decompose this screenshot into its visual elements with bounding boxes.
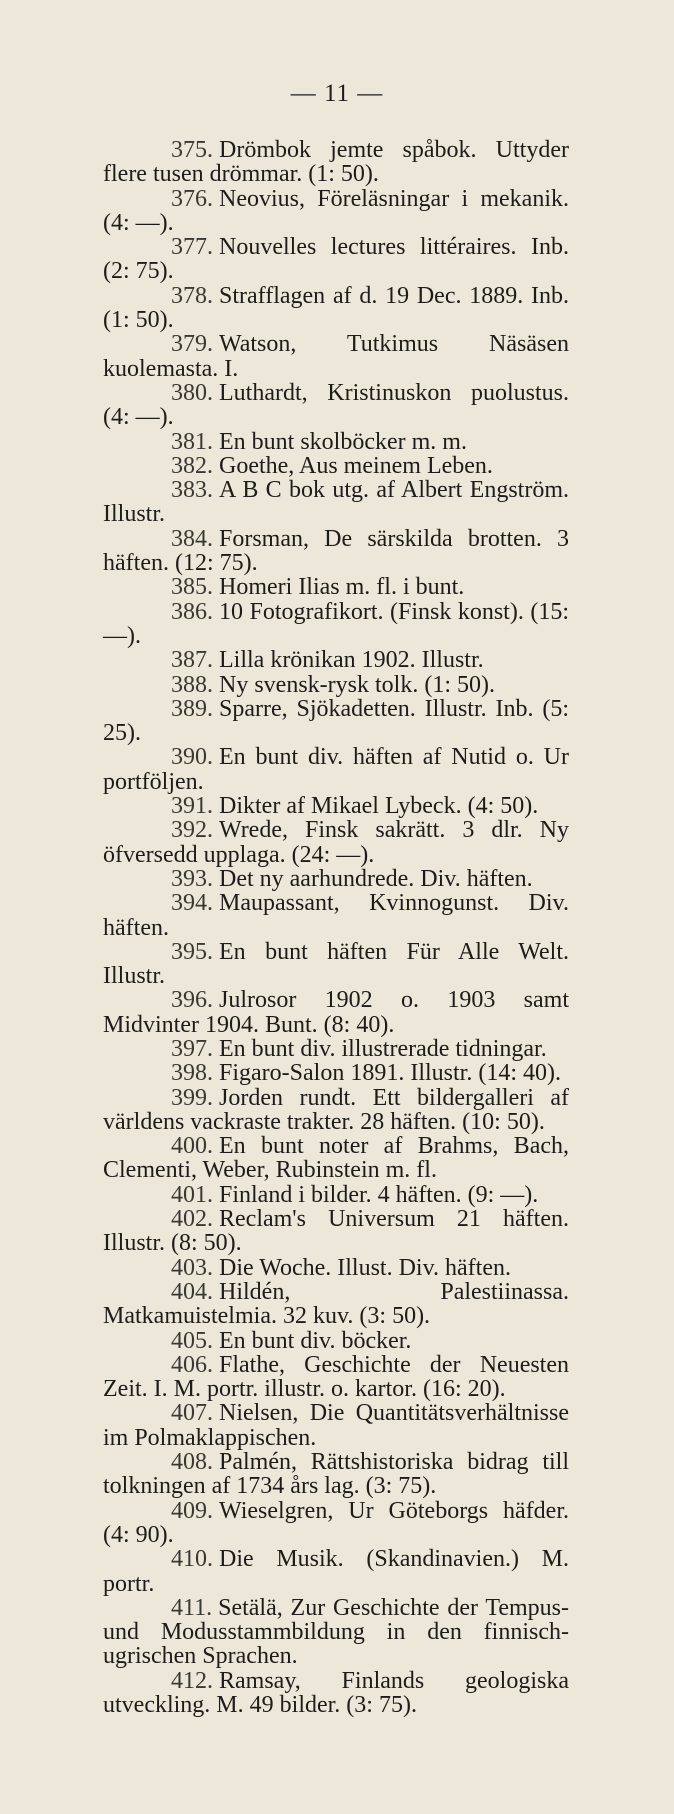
entry-number: 399. bbox=[171, 1084, 213, 1111]
entry-text: Jorden rundt. Ett bildergalleri af världens vackraste trakter. 28 häften. (10: 50). bbox=[103, 1084, 569, 1135]
catalog-entry bbox=[103, 1329, 569, 1353]
entry-number: 388. bbox=[171, 671, 213, 698]
entry-number: 389. bbox=[171, 695, 213, 722]
entry-number: 382. bbox=[171, 452, 213, 479]
catalog-entry bbox=[103, 454, 569, 478]
catalog-entry bbox=[103, 891, 569, 940]
catalog-entry bbox=[103, 794, 569, 818]
entry-text: Goethe, Aus meinem Leben. bbox=[219, 452, 493, 479]
entry-number: 403. bbox=[171, 1254, 213, 1281]
entry-text: Watson, Tutkimus Näsäsen kuolemasta. I. bbox=[103, 331, 569, 382]
entry-number: 411. bbox=[171, 1594, 213, 1621]
entry-number: 393. bbox=[171, 865, 213, 892]
catalog-entry bbox=[103, 1596, 569, 1669]
entry-number: 390. bbox=[171, 744, 213, 771]
entry-text: Ramsay, Finlands geologiska utveckling. M. 49 bilder. (3: 75). bbox=[103, 1667, 569, 1718]
catalog-entry bbox=[103, 527, 569, 576]
entry-number: 395. bbox=[171, 938, 213, 965]
entry-number: 384. bbox=[171, 525, 213, 552]
catalog-entry bbox=[103, 940, 569, 989]
entry-text: Forsman, De särskilda brotten. 3 häften. (12: 75). bbox=[103, 525, 569, 577]
catalog-entry bbox=[103, 1037, 569, 1061]
catalog-entry bbox=[103, 1207, 569, 1256]
entry-text: Flathe, Geschichte der Neuesten Zeit. I. M. portr. illustr. o. kartor. (16: 20). bbox=[103, 1351, 569, 1403]
entry-number: 405. bbox=[171, 1327, 213, 1354]
entry-text: En bunt div. illustrerade tidningar. bbox=[219, 1035, 547, 1062]
entry-number: 408. bbox=[171, 1449, 213, 1476]
entry-text: Die Woche. Illust. Div. häften. bbox=[219, 1254, 511, 1281]
entry-text: En bunt häften Für Alle Welt. Illustr. bbox=[103, 938, 569, 990]
entry-text: En bunt noter af Brahms, Bach, Clementi, Weber, Rubinstein m. fl. bbox=[103, 1133, 569, 1184]
entry-list bbox=[103, 138, 569, 1717]
catalog-entry bbox=[103, 1547, 569, 1596]
entry-text: Hildén, Palestiinassa. Matkamuistelmia. 32 kuv. (3: 50). bbox=[103, 1278, 569, 1330]
entry-text: Setälä, Zur Geschichte der Tempus- und Modusstammbildung in den finnisch-ugrischen Sprachen. bbox=[103, 1594, 569, 1670]
catalog-entry bbox=[103, 1353, 569, 1402]
catalog-entry bbox=[103, 1134, 569, 1183]
catalog-entry bbox=[103, 430, 569, 454]
catalog-entry bbox=[103, 235, 569, 284]
catalog-entry bbox=[103, 1401, 569, 1450]
entry-text: Luthardt, Kristinuskon puolustus. (4: —). bbox=[103, 379, 569, 431]
catalog-entry bbox=[103, 575, 569, 599]
entry-text: Palmén, Rättshistoriska bidrag till tolkningen af 1734 års lag. (3: 75). bbox=[103, 1449, 569, 1500]
catalog-entry bbox=[103, 187, 569, 236]
entry-number: 378. bbox=[171, 282, 213, 309]
entry-number: 409. bbox=[171, 1497, 213, 1524]
catalog-entry bbox=[103, 1086, 569, 1135]
catalog-entry bbox=[103, 381, 569, 430]
entry-number: 412. bbox=[171, 1667, 213, 1694]
entry-number: 407. bbox=[171, 1400, 213, 1427]
catalog-entry bbox=[103, 1280, 569, 1329]
entry-number: 401. bbox=[171, 1181, 213, 1208]
entry-text: Nouvelles lectures littéraires. Inb. (2: 75). bbox=[103, 234, 569, 285]
entry-number: 387. bbox=[171, 647, 213, 674]
entry-text: Figaro-Salon 1891. Illustr. (14: 40). bbox=[219, 1060, 561, 1087]
catalog-entry bbox=[103, 332, 569, 381]
entry-text: Reclam's Universum 21 häften. Illustr. (8: 50). bbox=[103, 1206, 569, 1257]
catalog-entry bbox=[103, 1256, 569, 1280]
catalog-entry bbox=[103, 284, 569, 333]
catalog-entry bbox=[103, 988, 569, 1037]
catalog-entry bbox=[103, 818, 569, 867]
catalog-entry bbox=[103, 1669, 569, 1718]
entry-text: 10 Fotografikort. (Finsk konst). (15: —). bbox=[103, 598, 569, 649]
entry-text: A B C bok utg. af Albert Engström. Illustr. bbox=[103, 477, 569, 528]
catalog-entry bbox=[103, 673, 569, 697]
entry-text: Homeri Ilias m. fl. i bunt. bbox=[219, 574, 465, 601]
entry-text: Drömbok jemte spåbok. Uttyder flere tusen drömmar. (1: 50). bbox=[103, 137, 569, 188]
catalog-entry bbox=[103, 478, 569, 527]
entry-number: 380. bbox=[171, 379, 213, 406]
entry-number: 376. bbox=[171, 185, 213, 212]
entry-text: En bunt skolböcker m. m. bbox=[219, 428, 467, 455]
entry-number: 383. bbox=[171, 477, 213, 504]
entry-number: 397. bbox=[171, 1035, 213, 1062]
entry-text: Ny svensk-rysk tolk. (1: 50). bbox=[219, 671, 495, 698]
entry-text: Sparre, Sjökadetten. Illustr. Inb. (5: 25). bbox=[103, 695, 569, 747]
entry-text: Wieselgren, Ur Göteborgs häfder. (4: 90). bbox=[103, 1497, 569, 1548]
entry-text: Wrede, Finsk sakrätt. 3 dlr. Ny öfversedd upplaga. (24: —). bbox=[103, 817, 569, 868]
page-number: — 11 — bbox=[290, 80, 384, 107]
entry-text: Lilla krönikan 1902. Illustr. bbox=[219, 647, 484, 674]
catalog-entry bbox=[103, 1499, 569, 1548]
entry-number: 379. bbox=[171, 331, 213, 358]
entry-number: 385. bbox=[171, 574, 213, 601]
entry-text: En bunt div. häften af Nutid o. Ur portföljen. bbox=[103, 744, 569, 795]
entry-text: Neovius, Föreläsningar i mekanik. (4: —). bbox=[103, 185, 569, 236]
catalog-entry bbox=[103, 600, 569, 649]
entry-text: Finland i bilder. 4 häften. (9: —). bbox=[219, 1181, 539, 1208]
entry-text: En bunt div. böcker. bbox=[219, 1327, 412, 1354]
entry-number: 406. bbox=[171, 1351, 213, 1378]
catalog-entry bbox=[103, 745, 569, 794]
entry-text: Det ny aarhundrede. Div. häften. bbox=[219, 865, 533, 892]
catalog-entry bbox=[103, 867, 569, 891]
catalog-entry bbox=[103, 1183, 569, 1207]
entry-number: 381. bbox=[171, 428, 213, 455]
entry-text: Maupassant, Kvinnogunst. Div. häften. bbox=[103, 890, 569, 941]
entry-number: 394. bbox=[171, 890, 213, 917]
entry-text: Julrosor 1902 o. 1903 samt Midvinter 1904. Bunt. (8: 40). bbox=[103, 987, 569, 1038]
entry-text: Nielsen, Die Quantitätsverhältnisse im Polmaklappischen. bbox=[103, 1400, 569, 1451]
entry-number: 375. bbox=[171, 137, 213, 163]
entry-number: 410. bbox=[171, 1546, 213, 1573]
catalog-entry bbox=[103, 1061, 569, 1085]
entry-number: 377. bbox=[171, 234, 213, 261]
catalog-entry bbox=[103, 648, 569, 672]
entry-number: 404. bbox=[171, 1278, 213, 1305]
entry-number: 396. bbox=[171, 987, 213, 1014]
entry-text: Dikter af Mikael Lybeck. (4: 50). bbox=[219, 793, 539, 820]
entry-number: 391. bbox=[171, 793, 213, 820]
catalog-entry bbox=[103, 1450, 569, 1499]
entry-number: 392. bbox=[171, 817, 213, 844]
entry-number: 386. bbox=[171, 598, 213, 625]
entry-text: Die Musik. (Skandinavien.) M. portr. bbox=[103, 1546, 569, 1597]
entry-number: 402. bbox=[171, 1206, 213, 1233]
entry-text: Strafflagen af d. 19 Dec. 1889. Inb. (1: 50). bbox=[103, 282, 569, 334]
entry-number: 398. bbox=[171, 1060, 213, 1087]
catalog-entry bbox=[103, 138, 569, 187]
catalog-entry bbox=[103, 697, 569, 746]
entry-number: 400. bbox=[171, 1133, 213, 1160]
